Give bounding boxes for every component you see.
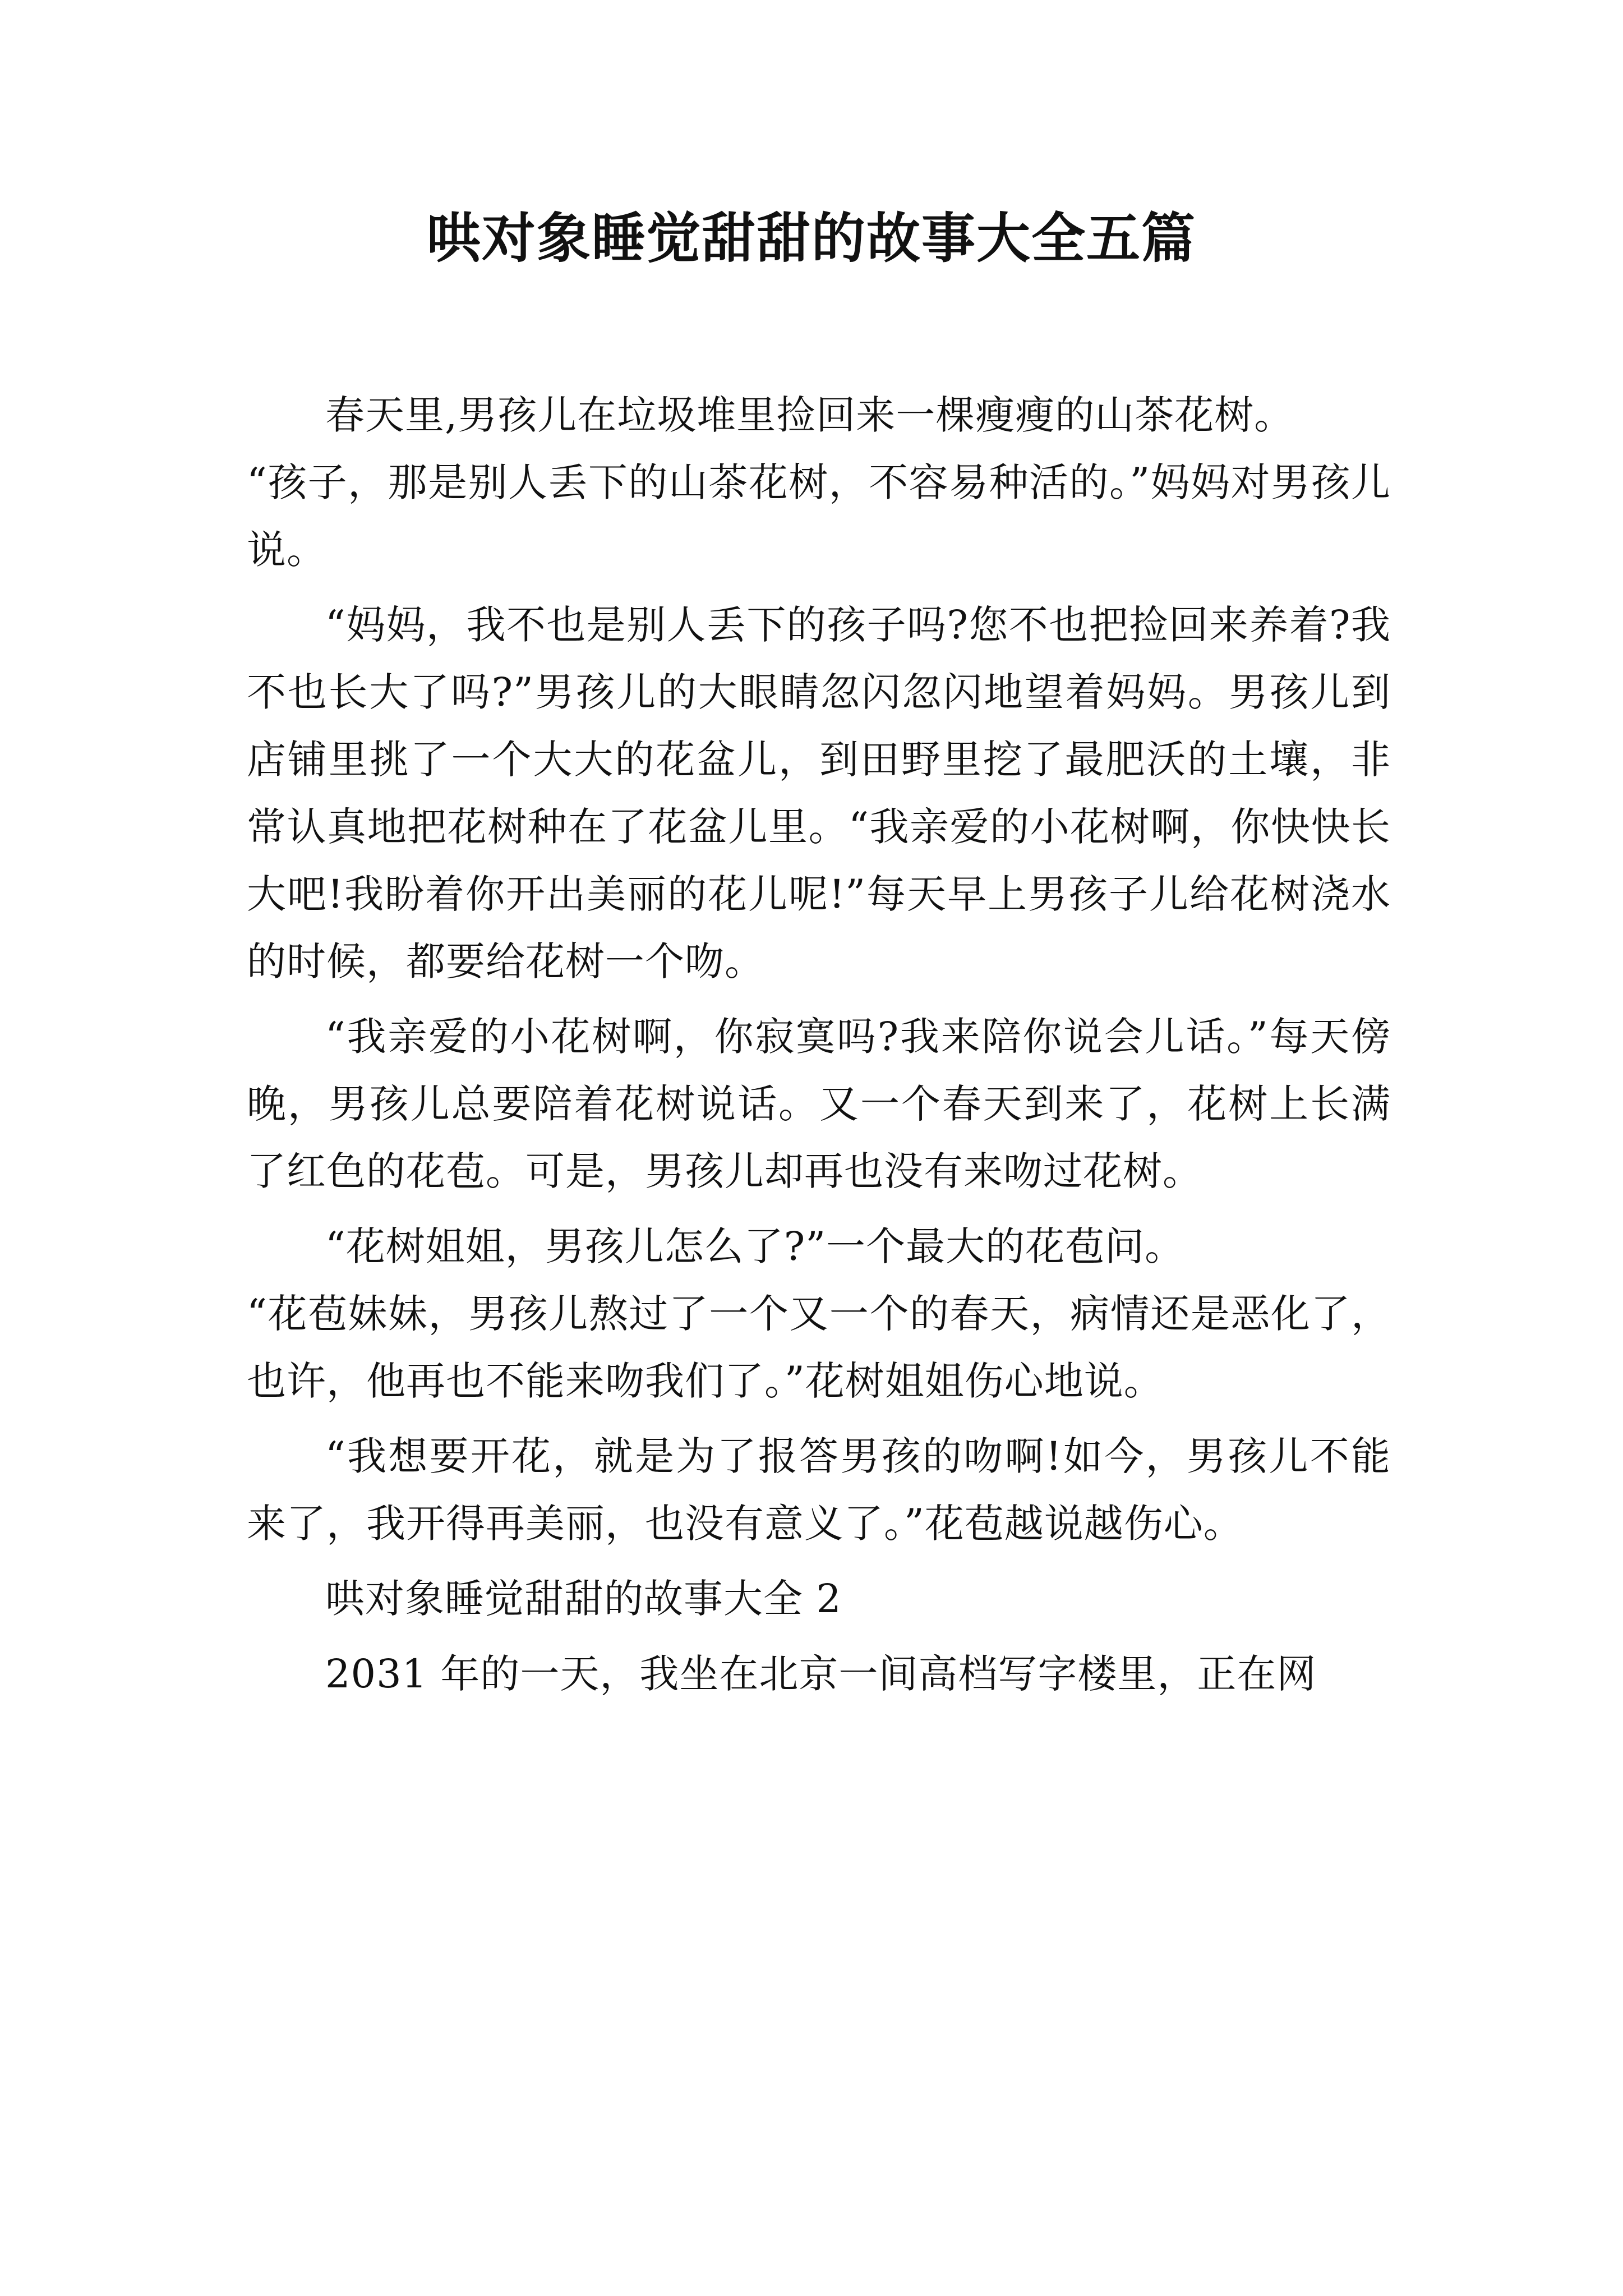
document-body [247,381,1391,1708]
paragraph: 2031 年的一天，我坐在北京一间高档写字楼里，正在网 [325,1651,1317,1697]
paragraph: “孩子，那是别人丢下的山茶花树，不容易种活的。”妈妈对男孩儿说。 [247,459,1391,573]
document-title: 哄对象睡觉甜甜的故事大全五篇 [427,206,1196,270]
paragraph: “花树姐姐，男孩儿怎么了?”一个最大的花苞问。 [325,1223,1185,1269]
paragraph: 春天里,男孩儿在垃圾堆里捡回来一棵瘦瘦的山茶花树。 [325,392,1294,438]
paragraph: “花苞妹妹，男孩儿熬过了一个又一个的春天，病情还是恶化了，也许，他再也不能来吻我们了。”花树姐姐伤心地说。 [247,1291,1391,1404]
section-heading: 哄对象睡觉甜甜的故事大全 2 [325,1576,842,1622]
paragraph: “我亲爱的小花树啊，你寂寞吗?我来陪你说会儿话。”每天傍晚，男孩儿总要陪着花树说话。又一个春天到来了，花树上长满了红色的花苞。可是，男孩儿却再也没有来吻过花树。 [247,1014,1391,1194]
paragraph: “我想要开花，就是为了报答男孩的吻啊!如今，男孩儿不能来了，我开得再美丽，也没有意义了。”花苞越说越伤心。 [247,1433,1391,1547]
paragraph: “妈妈，我不也是别人丢下的孩子吗?您不也把捡回来养着?我不也长大了吗?”男孩儿的大眼睛忽闪忽闪地望着妈妈。男孩儿到店铺里挑了一个大大的花盆儿，到田野里挖了最肥沃的土壤，非常认真地把花树种在了花盆儿里。“我亲爱的小花树啊，你快快长大吧!我盼着你开出美丽的花儿呢!”每天早上男孩子儿给花树浇水的时候，都要给花树一个吻。 [247,602,1391,984]
